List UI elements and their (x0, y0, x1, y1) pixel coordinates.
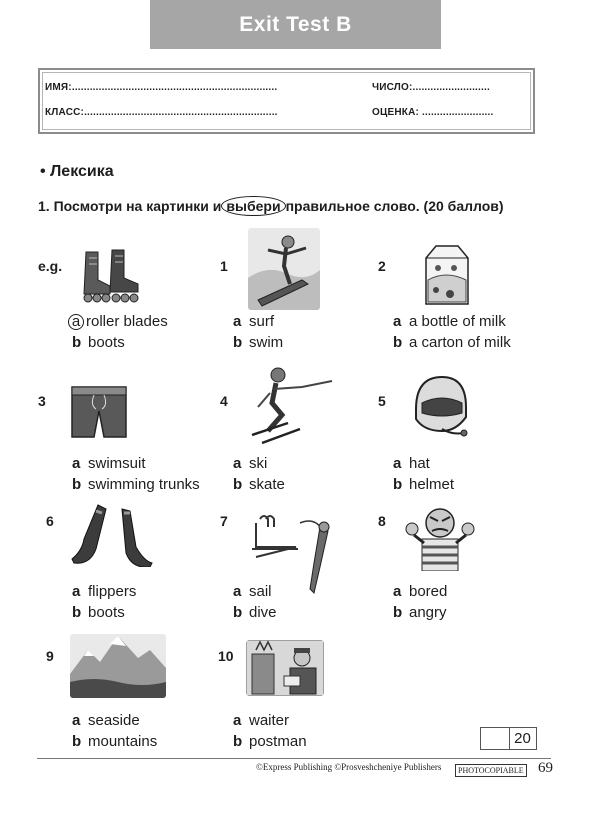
option-letter: a (393, 583, 402, 600)
option-a-text: a bottle of milk (409, 313, 506, 330)
option-b[interactable] (72, 604, 125, 621)
option-b[interactable] (72, 334, 125, 351)
class-field[interactable]: КЛАСС:................................................................. (45, 107, 278, 118)
option-b[interactable] (233, 476, 285, 493)
info-box-inner-border (42, 72, 531, 130)
skier-icon (248, 363, 340, 445)
item-5 (378, 393, 538, 523)
item-number: 8 (378, 513, 386, 529)
option-a-text: sail (249, 583, 272, 600)
option-b[interactable] (393, 334, 511, 351)
option-letter: a (233, 583, 242, 600)
date-field[interactable]: ЧИСЛО:.......................... (372, 82, 490, 93)
flippers-icon (70, 503, 154, 567)
swimming-trunks-icon (70, 385, 128, 439)
option-a[interactable] (393, 583, 447, 600)
item-4 (220, 393, 380, 523)
item-2 (378, 252, 538, 382)
option-letter: b (393, 604, 403, 621)
section-heading (40, 163, 114, 181)
option-a-text: roller blades (86, 313, 168, 330)
option-b[interactable] (393, 476, 454, 493)
footer-copyright: ©Express Publishing ©Prosveshcheniye Publishers (256, 762, 442, 772)
circled-word: выбери (221, 196, 285, 216)
option-b-text: dive (249, 604, 277, 621)
option-b-text: a carton of milk (409, 334, 511, 351)
option-a[interactable] (72, 455, 146, 472)
score-total: 20 (514, 730, 531, 747)
option-letter: a (72, 455, 81, 472)
item-number: 9 (46, 648, 54, 664)
option-letter: a (393, 313, 402, 330)
option-b-text: postman (249, 733, 307, 750)
photocopiable-label: PHOTOCOPIABLE (455, 764, 527, 777)
option-a-text: ski (249, 455, 268, 472)
item-number: e.g. (38, 258, 63, 274)
option-letter: a (72, 712, 81, 729)
option-letter: b (233, 733, 243, 750)
task-text-after: правильное слово. (20 баллов) (285, 198, 504, 214)
item-8 (378, 513, 538, 643)
grade-field[interactable]: ОЦЕНКА: ........................ (372, 107, 494, 118)
option-letter: a (233, 313, 242, 330)
item-7 (220, 513, 380, 643)
task-instruction (38, 196, 504, 216)
postman-icon (246, 640, 324, 696)
item-number: 1 (220, 258, 228, 274)
option-b-text: helmet (409, 476, 455, 493)
option-b[interactable] (393, 604, 447, 621)
option-letter: b (233, 334, 243, 351)
option-letter: b (72, 733, 82, 750)
option-b[interactable] (72, 733, 157, 750)
test-title: Exit Test B (150, 0, 441, 49)
option-b[interactable] (233, 334, 283, 351)
option-a[interactable] (72, 712, 140, 729)
option-a[interactable] (393, 455, 430, 472)
item-number: 10 (218, 648, 234, 664)
milk-carton-icon (416, 244, 476, 306)
section-title: Лексика (50, 163, 114, 180)
option-letter: b (72, 604, 82, 621)
option-a[interactable] (393, 313, 506, 330)
option-letter: b (233, 476, 243, 493)
option-letter: b (393, 334, 403, 351)
item-number: 3 (38, 393, 46, 409)
option-a-text: flippers (88, 583, 137, 600)
item-number: 5 (378, 393, 386, 409)
item-number: 7 (220, 513, 228, 529)
option-a[interactable] (72, 583, 136, 600)
option-a-text: swimsuit (88, 455, 146, 472)
option-b-text: skate (249, 476, 285, 493)
option-letter: b (233, 604, 243, 621)
mountains-icon (70, 634, 166, 698)
item-number: 6 (46, 513, 54, 529)
option-b-text: swim (249, 334, 284, 351)
option-a-text: waiter (249, 712, 290, 729)
option-letter: b (72, 476, 82, 493)
section-bullet: • (40, 163, 46, 180)
item-number: 2 (378, 258, 386, 274)
option-letter: a (72, 583, 81, 600)
option-letter: b (393, 476, 403, 493)
option-a-text: bored (409, 583, 448, 600)
option-a[interactable] (233, 455, 267, 472)
page-number: 69 (538, 760, 553, 776)
option-letter-circled: a (68, 314, 84, 330)
option-a-text: hat (409, 455, 430, 472)
item-6 (46, 513, 206, 643)
option-letter: a (233, 455, 242, 472)
option-a-text: surf (249, 313, 275, 330)
option-a[interactable] (233, 712, 289, 729)
item-number: 4 (220, 393, 228, 409)
surfer-icon (248, 228, 320, 310)
roller-skates-icon (78, 248, 146, 306)
option-b-text: boots (88, 604, 125, 621)
option-a[interactable] (70, 313, 168, 330)
option-a[interactable] (233, 313, 274, 330)
option-b-text: boots (88, 334, 125, 351)
task-text-before: Посмотри на картинки и (53, 198, 222, 214)
option-letter: a (233, 712, 242, 729)
name-field[interactable]: ИМЯ:..................................................................... (45, 82, 278, 93)
option-b-text: mountains (88, 733, 158, 750)
item-eg (38, 252, 198, 382)
angry-boy-icon (404, 505, 476, 571)
footer-rule (37, 758, 551, 759)
student-info-box (38, 68, 535, 134)
helmet-icon (412, 373, 468, 439)
option-b-text: angry (409, 604, 447, 621)
option-b[interactable] (233, 733, 307, 750)
option-b[interactable] (233, 604, 277, 621)
option-letter: a (393, 455, 402, 472)
option-a[interactable] (233, 583, 272, 600)
option-b[interactable] (72, 476, 200, 493)
task-number: 1. (38, 198, 50, 214)
option-b-text: swimming trunks (88, 476, 200, 493)
score-box (480, 727, 537, 750)
option-a-text: seaside (88, 712, 140, 729)
option-letter: b (72, 334, 82, 351)
